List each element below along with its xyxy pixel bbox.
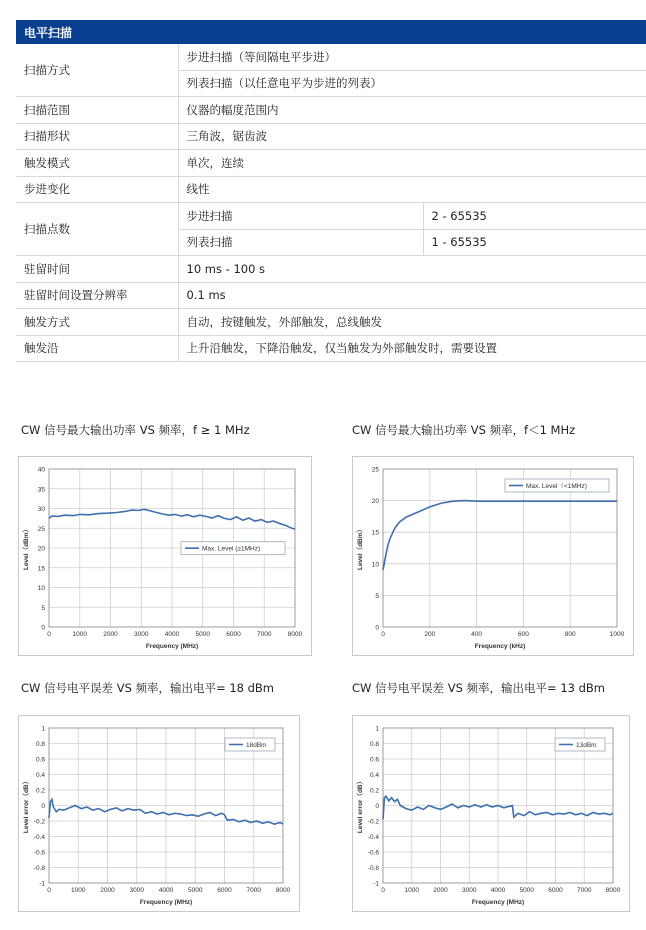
y-tick-label: 20 <box>371 498 379 506</box>
row-value: 线性 <box>178 176 646 203</box>
y-tick-label: 5 <box>41 604 45 612</box>
row-value: 1 - 65535 <box>423 229 646 256</box>
table-row <box>16 97 646 124</box>
row-label: 扫描范围 <box>16 97 178 124</box>
row-value: 0.1 ms <box>178 282 646 309</box>
x-tick-label: 5000 <box>519 887 534 894</box>
table-row <box>16 176 646 203</box>
row-value: 自动，按键触发，外部触发，总线触发 <box>178 309 646 336</box>
table-row <box>16 123 646 150</box>
chart-caption-2: CW 信号最大输出功率 VS 频率，f＜1 MHz <box>352 423 576 437</box>
y-tick-label: 0.8 <box>369 741 379 748</box>
chart-level-error-18dbm <box>18 715 300 912</box>
x-tick-label: 7000 <box>257 631 272 638</box>
table-row <box>16 203 646 230</box>
y-tick-label: 15 <box>371 529 379 537</box>
x-axis-label: Frequency (kHz) <box>474 643 526 650</box>
table-row <box>16 44 646 70</box>
x-tick-label: 4000 <box>164 631 180 638</box>
y-tick-label: -1 <box>39 880 45 888</box>
y-tick-label: 1 <box>375 725 379 733</box>
row-value: 三角波，锯齿波 <box>178 123 646 150</box>
x-tick-label: 1000 <box>609 631 625 638</box>
chart-caption-4: CW 信号电平误差 VS 频率，输出电平= 13 dBm <box>352 681 606 695</box>
y-tick-label: 0.6 <box>369 756 379 764</box>
y-axis-label: Level（dBm） <box>357 525 364 571</box>
y-tick-label: 0.2 <box>369 787 379 795</box>
x-axis-label: Frequency (MHz) <box>471 899 525 906</box>
legend-label: 13dBm <box>576 741 597 749</box>
row-label: 步进变化 <box>16 176 178 203</box>
x-tick-label: 6000 <box>226 631 241 638</box>
row-value: 仪器的幅度范围内 <box>178 97 646 124</box>
chart-svg <box>353 716 629 911</box>
y-tick-label: 1 <box>41 725 45 733</box>
y-tick-label: -0.4 <box>33 834 45 841</box>
x-tick-label: 2000 <box>433 887 448 894</box>
y-tick-label: -0.6 <box>33 849 45 857</box>
x-tick-label: 6000 <box>217 887 232 894</box>
x-tick-label: 4000 <box>158 887 174 894</box>
y-tick-label: -0.6 <box>367 849 379 857</box>
table-row <box>16 256 646 283</box>
x-tick-label: 6000 <box>548 887 563 894</box>
table-row <box>16 335 646 362</box>
row-value: 列表扫描 <box>178 229 423 256</box>
y-axis-label: Level（dBm） <box>23 525 30 571</box>
y-tick-label: 10 <box>371 561 379 569</box>
y-tick-label: 0.8 <box>35 741 45 748</box>
spec-table <box>16 20 646 362</box>
x-tick-label: 600 <box>517 631 529 638</box>
legend-label: Max. Level (≥1MHz) <box>202 545 261 553</box>
y-tick-label: -0.8 <box>33 865 45 872</box>
row-value: 2 - 65535 <box>423 203 646 230</box>
y-tick-label: 0 <box>375 803 379 810</box>
y-tick-label: -1 <box>373 880 379 888</box>
x-tick-label: 0 <box>381 887 385 894</box>
y-tick-label: 15 <box>37 565 45 573</box>
y-tick-label: 35 <box>37 486 45 494</box>
x-tick-label: 0 <box>47 631 51 638</box>
y-tick-label: 0 <box>41 624 45 632</box>
row-value: 列表扫描（以任意电平为步进的列表） <box>178 70 646 97</box>
plot-frame <box>383 469 617 627</box>
y-tick-label: 0.4 <box>35 772 45 779</box>
y-tick-label: 0.2 <box>35 787 45 795</box>
x-tick-label: 8000 <box>605 887 621 894</box>
row-label: 触发方式 <box>16 309 178 336</box>
y-tick-label: 10 <box>37 585 45 592</box>
x-axis-label: Frequency (MHz) <box>145 643 199 650</box>
y-tick-label: 20 <box>37 545 45 553</box>
x-tick-label: 2000 <box>103 631 118 638</box>
chart-svg <box>353 457 633 655</box>
y-axis-label: Level error（dB） <box>23 777 30 834</box>
x-tick-label: 800 <box>564 631 576 638</box>
chart-max-level-high <box>18 456 312 656</box>
x-tick-label: 1000 <box>404 887 419 894</box>
x-tick-label: 1000 <box>71 887 86 894</box>
chart-caption-3: CW 信号电平误差 VS 频率，输出电平= 18 dBm <box>21 681 275 695</box>
y-tick-label: -0.8 <box>367 865 379 872</box>
x-tick-label: 0 <box>381 631 385 638</box>
x-tick-label: 400 <box>471 631 483 638</box>
row-value: 步进扫描（等间隔电平步进） <box>178 44 646 70</box>
y-tick-label: -0.2 <box>367 818 379 826</box>
y-tick-label: -0.4 <box>367 834 379 841</box>
row-value: 步进扫描 <box>178 203 423 230</box>
y-tick-label: 0 <box>375 624 379 632</box>
y-tick-label: -0.2 <box>33 818 45 826</box>
y-tick-label: 30 <box>37 506 45 513</box>
chart-caption-1: CW 信号最大输出功率 VS 频率，f ≥ 1 MHz <box>21 423 250 437</box>
x-tick-label: 4000 <box>490 887 506 894</box>
x-tick-label: 8000 <box>287 631 303 638</box>
x-tick-label: 5000 <box>188 887 203 894</box>
table-row <box>16 282 646 309</box>
row-label: 驻留时间设置分辨率 <box>16 282 178 309</box>
table-row <box>16 150 646 177</box>
table-title: 电平扫描 <box>16 20 646 44</box>
row-value: 10 ms - 100 s <box>178 256 646 283</box>
table-row <box>16 309 646 336</box>
chart-max-level-low <box>352 456 634 656</box>
x-tick-label: 7000 <box>246 887 261 894</box>
y-axis-label: Level error（dB） <box>357 777 364 834</box>
x-tick-label: 200 <box>424 631 436 638</box>
row-label: 扫描点数 <box>16 203 178 256</box>
series-line <box>383 501 617 570</box>
x-tick-label: 3000 <box>129 887 144 894</box>
row-value: 单次，连续 <box>178 150 646 177</box>
y-tick-label: 40 <box>37 466 45 474</box>
row-value: 上升沿触发，下降沿触发，仅当触发为外部触发时，需要设置 <box>178 335 646 362</box>
table-header-row <box>16 20 646 44</box>
x-tick-label: 7000 <box>577 887 592 894</box>
legend-label: 18dBm <box>246 741 267 749</box>
x-tick-label: 2000 <box>100 887 115 894</box>
x-tick-label: 3000 <box>134 631 149 638</box>
chart-level-error-13dbm <box>352 715 630 912</box>
x-tick-label: 5000 <box>195 631 210 638</box>
legend-label: Max. Level（<1MHz) <box>526 482 587 490</box>
x-tick-label: 8000 <box>275 887 291 894</box>
x-axis-label: Frequency (MHz) <box>139 899 193 906</box>
y-tick-label: 5 <box>375 592 379 600</box>
y-tick-label: 0.4 <box>369 772 379 779</box>
chart-svg <box>19 716 299 911</box>
x-tick-label: 0 <box>47 887 51 894</box>
y-tick-label: 0 <box>41 803 45 810</box>
chart-svg <box>19 457 311 655</box>
row-label: 扫描方式 <box>16 44 178 97</box>
y-tick-label: 0.6 <box>35 756 45 764</box>
x-tick-label: 1000 <box>72 631 87 638</box>
row-label: 触发沿 <box>16 335 178 362</box>
row-label: 触发模式 <box>16 150 178 177</box>
x-tick-label: 3000 <box>462 887 477 894</box>
row-label: 扫描形状 <box>16 123 178 150</box>
row-label: 驻留时间 <box>16 256 178 283</box>
y-tick-label: 25 <box>371 466 379 474</box>
y-tick-label: 25 <box>37 525 45 533</box>
